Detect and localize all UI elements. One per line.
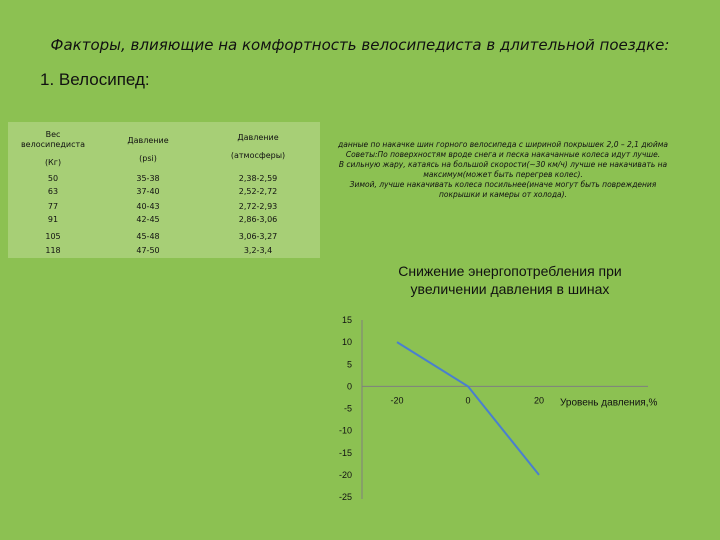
header-atm-line1: Давление [237, 133, 279, 142]
row-psi: 42-45 [136, 215, 160, 224]
note-line: В сильную жару, катаясь на большой скорости(~30 км/ч) лучше не накачивать на максимум(может быть перегрев колес). [338, 160, 668, 179]
header-psi-line1: Давление [127, 136, 169, 145]
y-tick-label: -5 [343, 403, 352, 414]
header-weight-unit: (Кг) [44, 158, 62, 167]
y-tick-label: -25 [338, 492, 352, 502]
chart-title: Снижение энергопотребления при увеличении давления в шинах [398, 263, 622, 297]
note-line: Зимой, лучше накачивать колеса посильнее(иначе могут быть повреждения покрышки и камеры от холода). [349, 180, 657, 199]
row-atm: 2,86-3,06 [238, 215, 278, 224]
header-psi-unit: (psi) [139, 154, 157, 163]
row-atm: 2,38-2,59 [238, 174, 278, 183]
x-tick-label: -20 [390, 395, 404, 406]
x-tick-labels [390, 395, 544, 405]
y-tick-label: 0 [346, 381, 352, 392]
row-atm: 2,52-2,72 [238, 187, 278, 196]
header-weight-line1: Вес [45, 130, 61, 139]
row-weight: 105 [45, 232, 61, 241]
row-weight: 50 [47, 174, 59, 183]
row-psi: 40-43 [136, 202, 160, 211]
row-atm: 3,2-3,4 [243, 246, 273, 255]
row-atm: 2,72-2,93 [238, 202, 278, 211]
y-tick-label: 10 [341, 337, 352, 348]
section-subtitle: 1. Велосипед: [40, 70, 150, 89]
row-psi: 45-48 [136, 232, 160, 241]
y-tick-label: 5 [346, 359, 352, 370]
y-tick-label: -15 [338, 447, 352, 458]
row-weight: 77 [47, 202, 59, 211]
row-psi: 47-50 [136, 246, 160, 255]
y-tick-label: -10 [338, 425, 352, 436]
note-line: Советы:По поверхностям вроде снега и песка накачанные колеса идут лучше. [345, 150, 661, 159]
row-weight: 63 [47, 187, 59, 196]
y-tick-label: -20 [338, 469, 352, 480]
x-tick-label: 20 [533, 395, 545, 406]
x-tick-label: 0 [465, 395, 471, 406]
row-psi: 35-38 [136, 174, 160, 183]
header-weight-line2: велосипедиста [20, 140, 86, 149]
page-title: Факторы, влияющие на комфортность велосипедиста в длительной поездке: [50, 36, 670, 54]
y-tick-label: 15 [341, 315, 352, 325]
y-tick-labels [339, 315, 352, 502]
note-line: данные по накачке шин горного велосипеда с шириной покрышек 2,0 – 2,1 дюйма [338, 140, 668, 149]
row-weight: 118 [45, 246, 61, 255]
header-atm-unit: (атмосферы) [230, 151, 286, 160]
row-psi: 37-40 [136, 187, 160, 196]
row-weight: 91 [47, 215, 59, 224]
series-line [397, 342, 539, 475]
x-axis-label: Уровень давления,% [560, 397, 658, 409]
row-atm: 3,06-3,27 [238, 232, 278, 241]
